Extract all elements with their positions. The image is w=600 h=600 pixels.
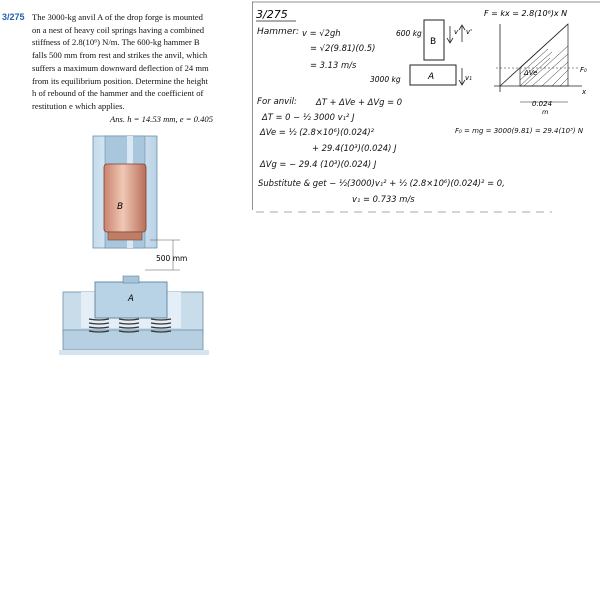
delta-t: ΔT = 0 − ½ 3000 v₁² J: [262, 112, 355, 122]
velocity-eq: v = √2gh: [302, 28, 341, 38]
problem-line: falls 500 mm from rest and strikes the anvil, which: [32, 50, 208, 61]
graph-x-axis: x: [582, 88, 587, 96]
problem-line: The 3000-kg anvil A of the drop forge is mounted: [32, 12, 203, 22]
anvil-heading: For anvil:: [257, 97, 297, 107]
problem-line: restitution e which applies.: [32, 100, 125, 111]
energy-equation: ΔT + ΔVe + ΔVg = 0: [316, 97, 403, 107]
velocity-sub: = √2(9.81)(0.5): [310, 43, 376, 53]
answer: Ans. h = 14.53 mm, e = 0.405: [110, 114, 214, 124]
solution-title: 3/275: [256, 8, 288, 21]
v-prime-label: v': [466, 28, 473, 36]
problem-line: h of rebound of the hammer and the coefficient of: [32, 88, 204, 99]
problem-number: 3/275: [2, 12, 25, 22]
anvil-label: A: [128, 294, 134, 304]
v1-label: v₁: [465, 74, 472, 82]
hammer-b: [104, 164, 146, 232]
delta-ve-cont: + 29.4(10³)(0.024) J: [312, 143, 397, 153]
problem-line: on a nest of heavy coil springs having a combined: [32, 24, 205, 35]
hammer-heading: Hammer:: [257, 27, 300, 37]
graph-delta-ve: ΔVe: [524, 69, 538, 77]
graph-unit: m: [542, 108, 549, 116]
spring-force-graph: [494, 24, 587, 116]
mass-600: 600 kg: [396, 29, 422, 38]
mass-3000: 3000 kg: [370, 75, 401, 84]
problem-line: suffers a maximum downward deflection of 24 mm: [32, 62, 209, 73]
f0-equation: F₀ = mg = 3000(9.81) = 29.4(10³) N: [455, 127, 584, 135]
block-a-label: A: [428, 72, 435, 82]
drop-height-label: 500 mm: [156, 254, 188, 263]
graph-dx: 0.024: [532, 100, 553, 108]
v1-result: v₁ = 0.733 m/s: [352, 194, 415, 204]
substitution: Substitute & get − ½(3000)v₁² + ½ (2.8×10⁶)(0.024)² = 0,: [258, 178, 505, 188]
problem-line: from its equilibrium position. Determine the height: [32, 75, 208, 86]
problem-line: stiffness of 2.8(10⁶) N/m. The 600-kg hammer B: [32, 37, 200, 48]
problem-statement: [32, 11, 242, 113]
drop-forge-figure: [55, 130, 265, 370]
svg-text:v: v: [454, 28, 459, 36]
spring-law: F = kx = 2.8(10⁶)x N: [484, 9, 568, 18]
graph-f0: F₀: [580, 66, 587, 74]
delta-ve: ΔVe = ½ (2.8×10⁶)(0.024)²: [260, 127, 374, 137]
hammer-label: B: [117, 202, 124, 212]
velocity-value: = 3.13 m/s: [310, 60, 357, 70]
block-b-label: B: [430, 37, 437, 47]
delta-vg: ΔVg = − 29.4 (10³)(0.024) J: [260, 159, 377, 169]
